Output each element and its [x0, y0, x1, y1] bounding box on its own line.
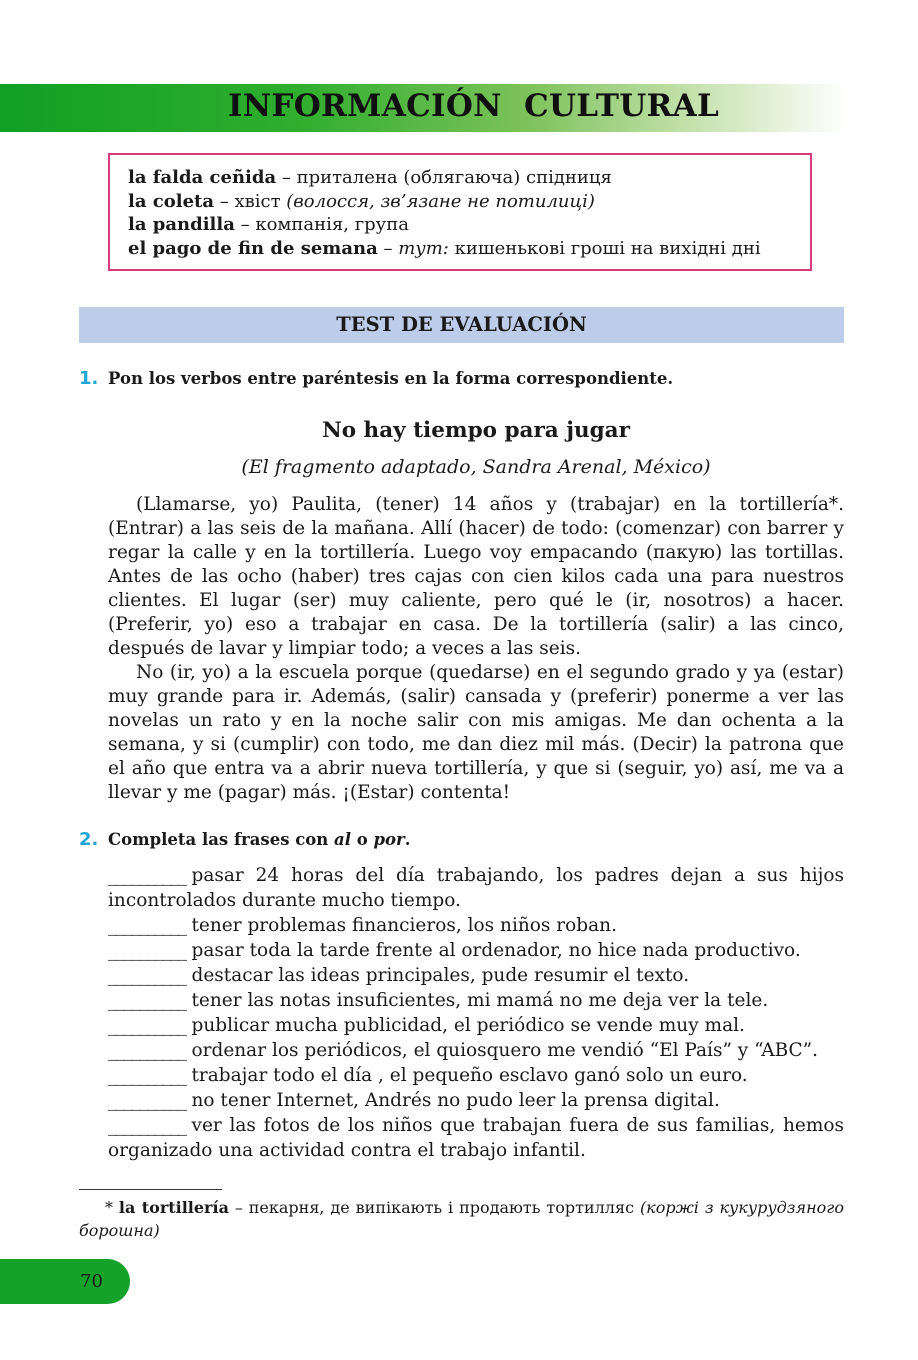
footnote-divider [79, 1189, 222, 1190]
option-al: al [334, 830, 352, 849]
exercise-2-list [108, 863, 844, 1163]
exercise-2-number: 2. [79, 829, 99, 850]
vocabulary-box [108, 153, 812, 271]
answer-blank[interactable]: __________ [108, 1065, 186, 1086]
vocabulary-entry [128, 213, 810, 237]
answer-blank[interactable]: __________ [108, 915, 186, 936]
exercise-item [108, 1013, 844, 1038]
section-title: INFORMACIÓN CULTURAL [228, 88, 720, 124]
vocabulary-separator: – [377, 237, 399, 259]
answer-blank[interactable]: __________ [108, 865, 186, 886]
vocabulary-term: el pago de fin de semana [128, 237, 378, 259]
answer-blank[interactable]: __________ [108, 965, 186, 986]
story-paragraph-1: (Llamarse, yo) Paulita, (tener) 14 años y (trabajar) en la tortillería*. (Entrar) a las seis de la mañana. Allí (hacer) de todo: (comenzar) con barrer y regar la calle y en la tortillería. Luego voy empacando (пакую) las tortillas. Antes de las ocho (haber) tres cajas con cien kilos cada una para nuestros clientes. El lugar (ser) muy caliente, pero qué le (ir, nosotros) a hacer. (Preferir, yo) eso a trabajar en casa. De la tortillería (salir) a las cinco, después de lavar y limpiar todo; a veces a las seis. [108, 494, 844, 659]
exercise-item [108, 1113, 844, 1163]
footnote-term: la tortillería [118, 1198, 229, 1217]
vocabulary-gloss: хвіст [234, 190, 287, 212]
answer-blank[interactable]: __________ [108, 990, 186, 1011]
footnote: * la tortillería – пекарня, де випікають і продають тортилляс (коржі з кукурудзяного борошна) [79, 1198, 845, 1240]
exercise-item [108, 988, 844, 1013]
vocabulary-gloss: приталена (облягаюча) спідниця [296, 167, 612, 188]
vocabulary-separator: – [234, 214, 256, 235]
answer-blank[interactable]: __________ [108, 940, 186, 961]
exercise-item [108, 1088, 844, 1113]
test-heading: TEST DE EVALUACIÓN [79, 307, 844, 343]
exercise-1-instruction: Pon los verbos entre paréntesis en la forma correspondiente. [108, 369, 674, 388]
vocabulary-entry [128, 166, 810, 190]
vocabulary-term: la pandilla [128, 214, 235, 235]
vocabulary-separator: – [214, 190, 235, 212]
footnote-note: (коржі з кукурудзяного борошна) [79, 1198, 845, 1240]
vocabulary-entry [128, 237, 810, 261]
exercise-item-text: tener las notas insuficientes, mi mamá no me deja ver la tele. [191, 990, 769, 1011]
story-paragraph-2: No (ir, yo) a la escuela porque (quedarse) en el segundo grado y ya (estar) muy grande para ir. Además, (salir) cansada y (preferir) ponerme a ver las novelas un rato y en la noche salir con mis amigas. Me dan ochenta a la semana, y si (cumplir) con todo, me dan diez mil más. (Decir) la patrona que el año que entra va a abrir nueva tortillería, y que si (seguir, yo) así, me va a llevar y me (pagar) más. ¡(Estar) contenta! [108, 662, 844, 803]
exercise-item-text: pasar 24 horas del día trabajando, los padres dejan a sus hijos incontrolados durante mucho tiempo. [108, 865, 844, 911]
vocabulary-note: (волосся, зв’язане не потилиці) [286, 190, 595, 212]
option-por: por [373, 830, 405, 849]
exercise-item-text: destacar las ideas principales, pude resumir el texto. [191, 965, 690, 986]
exercise-item-text: publicar mucha publicidad, el periódico se vende muy mal. [191, 1015, 745, 1036]
page-number-tab [0, 1259, 130, 1304]
exercise-item [108, 938, 844, 963]
exercise-item [108, 1063, 844, 1088]
exercise-item [108, 863, 844, 913]
exercise-item [108, 913, 844, 938]
story-title: No hay tiempo para jugar [322, 418, 630, 443]
answer-blank[interactable]: __________ [108, 1040, 186, 1061]
story-text [108, 493, 844, 805]
page-number: 70 [80, 1271, 103, 1292]
exercise-2-instruction: Completa las frases con al o por. [108, 830, 411, 849]
vocabulary-separator: – [276, 167, 297, 188]
vocabulary-term: la coleta [128, 190, 215, 212]
exercise-item-text: ver las fotos de los niños que trabajan fuera de sus familias, hemos organizado una actividad contra el trabajo infantil. [108, 1115, 844, 1161]
exercise-item-text: no tener Internet, Andrés no pudo leer la prensa digital. [191, 1090, 720, 1111]
answer-blank[interactable]: __________ [108, 1015, 186, 1036]
exercise-item-text: tener problemas financieros, los niños roban. [191, 915, 617, 936]
vocabulary-entry [128, 190, 810, 214]
answer-blank[interactable]: __________ [108, 1090, 186, 1111]
answer-blank[interactable]: __________ [108, 1115, 186, 1136]
exercise-item [108, 963, 844, 988]
vocabulary-term: la falda ceñida [128, 167, 277, 188]
story-source: (El fragmento adaptado, Sandra Arenal, México) [241, 456, 711, 478]
vocabulary-gloss: компанія, група [255, 214, 409, 235]
exercise-1-number: 1. [79, 368, 99, 389]
exercise-item-text: ordenar los periódicos, el quiosquero me vendió “El País” y “ABC”. [191, 1040, 819, 1061]
exercise-item-text: trabajar todo el día , el pequeño esclavo ganó solo un euro. [191, 1065, 748, 1086]
exercise-item-text: pasar toda la tarde frente al ordenador, no hice nada productivo. [191, 940, 801, 961]
exercise-item [108, 1038, 844, 1063]
vocabulary-prefix: тут: [398, 237, 449, 259]
vocabulary-gloss: кишенькові гроші на вихідні дні [448, 237, 761, 259]
